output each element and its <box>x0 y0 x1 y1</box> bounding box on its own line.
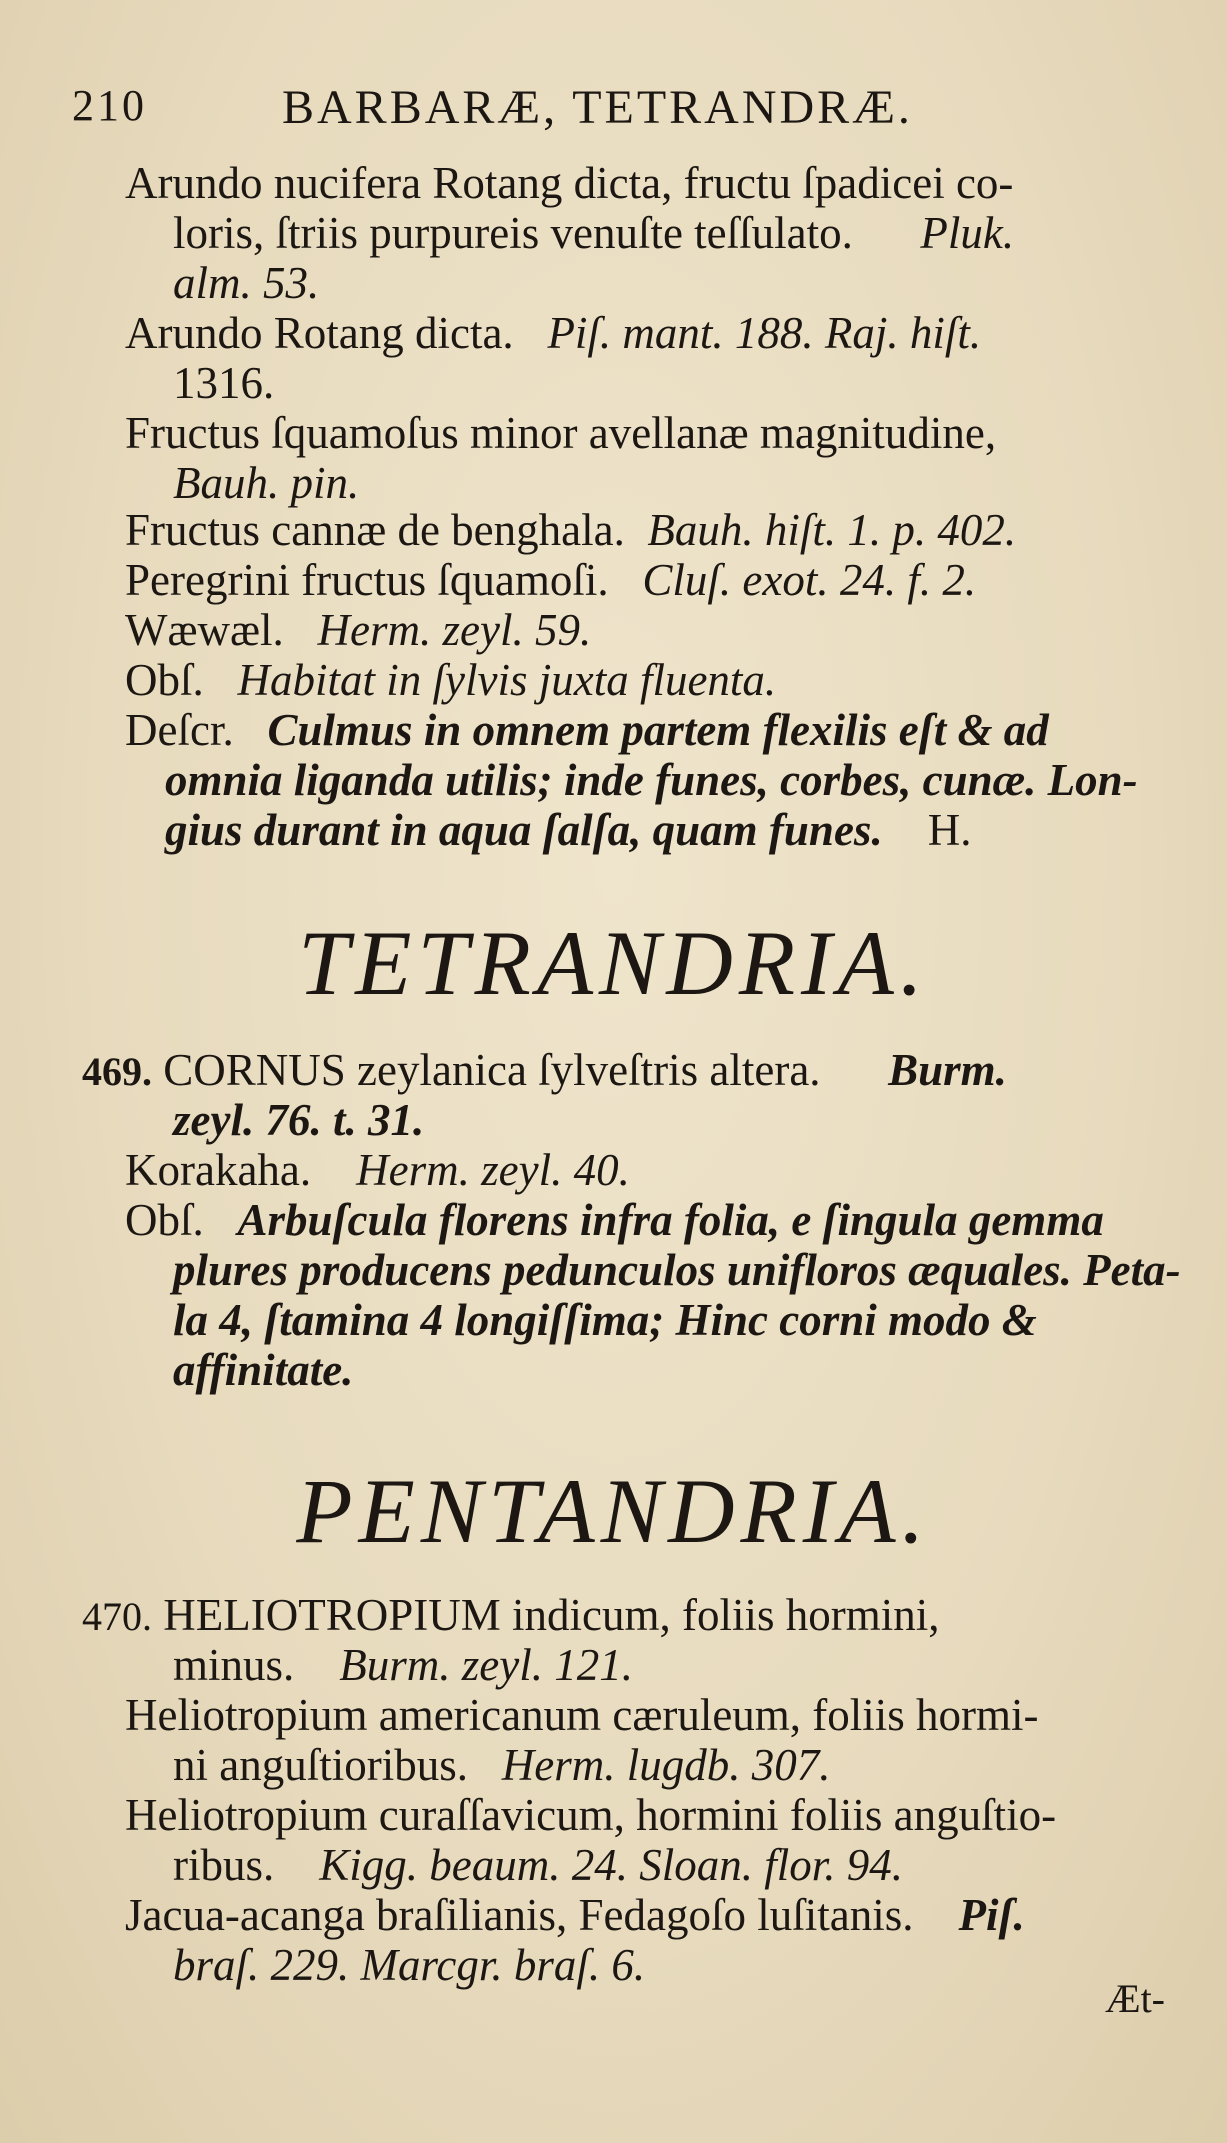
running-title: BARBARÆ, TETRANDRÆ. <box>282 81 913 134</box>
text-line: Fructus ſquamoſus minor avellanæ magnitudine, <box>125 408 997 458</box>
section-heading: PENTANDRIA. <box>296 1460 931 1562</box>
text-line: zeyl. 76. t. 31. <box>173 1095 425 1145</box>
catchword: Æt- <box>1105 1976 1165 2021</box>
text-line: Deſcr. Culmus in omnem partem flexilis eſt & ad <box>125 705 1049 755</box>
text-line: Korakaha. Herm. zeyl. 40. <box>125 1145 630 1195</box>
text-line: ni anguſtioribus. Herm. lugdb. 307. <box>173 1740 831 1790</box>
text-line: 1316. <box>173 358 275 408</box>
text-line: Heliotropium americanum cæruleum, foliis hormi- <box>125 1690 1039 1740</box>
text-line: alm. 53. <box>173 258 320 308</box>
text-line: Arundo nucifera Rotang dicta, fructu ſpadicei co- <box>125 158 1014 208</box>
text-line: la 4, ſtamina 4 longiſſima; Hinc corni modo & <box>173 1295 1037 1345</box>
text-line: gius durant in aqua ſalſa, quam funes. H. <box>165 805 972 855</box>
entry-469: 469. CORNUS zeylanica ſylveſtris altera. Burm. <box>82 1045 1007 1095</box>
text-line: omnia liganda utilis; inde funes, corbes, cunæ. Lon- <box>165 755 1138 805</box>
running-header <box>72 80 1167 140</box>
section-heading: TETRANDRIA. <box>298 912 929 1014</box>
text-line: affinitate. <box>173 1345 354 1395</box>
text-line: Peregrini fructus ſquamoſi. Cluſ. exot. 24. f. 2. <box>125 555 977 605</box>
page-number: 210 <box>72 81 147 130</box>
text-line: ribus. Kigg. beaum. 24. Sloan. flor. 94. <box>173 1840 904 1890</box>
text-line: minus. Burm. zeyl. 121. <box>173 1640 633 1690</box>
text-line: Obſ. Arbuſcula florens infra folia, e ſingula gemma <box>125 1195 1104 1245</box>
text-line: Jacua-acanga braſilianis, Fedagoſo luſitanis. Piſ. <box>125 1890 1025 1940</box>
entry-470: 470. HELIOTROPIUM indicum, foliis hormini, <box>82 1590 940 1640</box>
text-line: Bauh. pin. <box>173 458 360 508</box>
text-line: plures producens pedunculos unifloros æquales. Peta- <box>173 1245 1181 1295</box>
text-line: Obſ. Habitat in ſylvis juxta fluenta. <box>125 655 777 705</box>
text-line: loris, ſtriis purpureis venuſte teſſulato. Pluk. <box>173 208 1015 258</box>
text-line: braſ. 229. Marcgr. braſ. 6. <box>173 1940 646 1990</box>
text-line: Heliotropium curaſſavicum, hormini foliis anguſtio- <box>125 1790 1057 1840</box>
text-line: Wæwæl. Herm. zeyl. 59. <box>125 605 592 655</box>
text-line: Arundo Rotang dicta. Piſ. mant. 188. Raj. hiſt. <box>125 308 982 358</box>
text-line: Fructus cannæ de benghala. Bauh. hiſt. 1. p. 402. <box>125 505 1017 555</box>
